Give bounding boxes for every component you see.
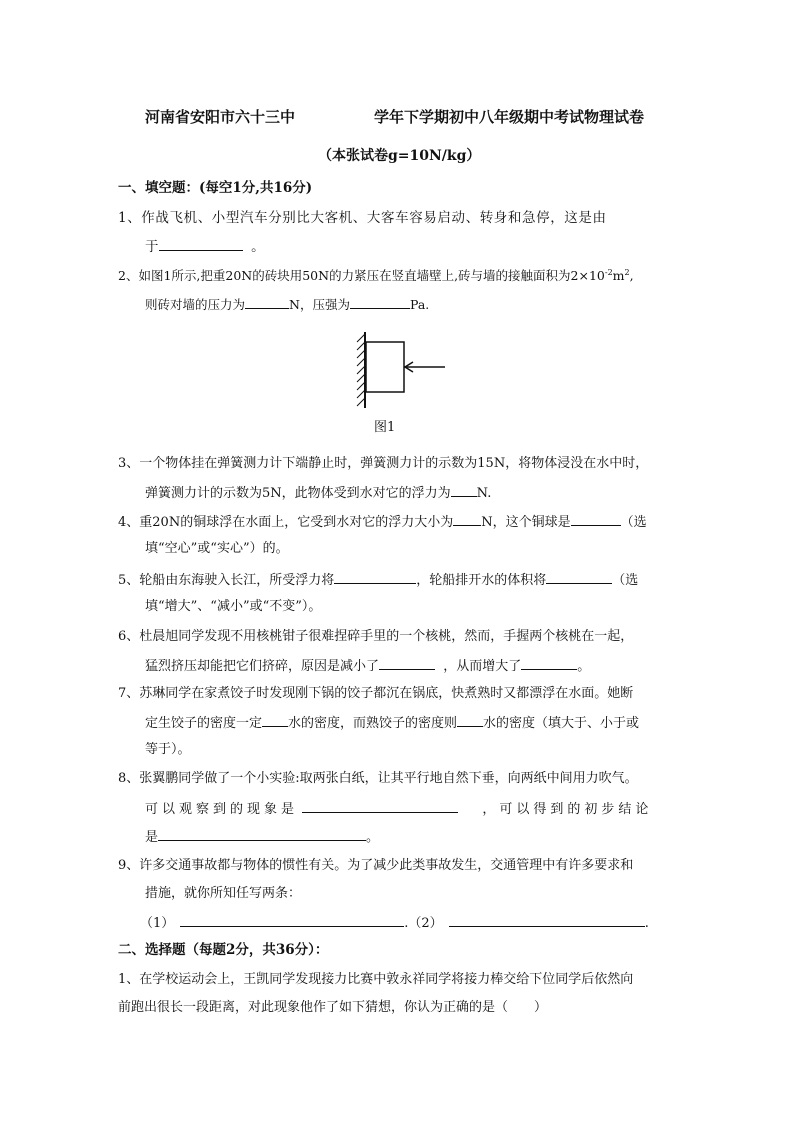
q8-text-a: 可以观察到的现象是 <box>145 802 299 817</box>
q7-line1: 7、苏琳同学在家煮饺子时发现刚下锅的饺子都沉在锅底，快煮熟时又都漂浮在水面。她断 <box>118 686 634 701</box>
q8-line2 <box>145 798 652 820</box>
q1-line2 <box>145 236 265 257</box>
q4-blank-hollow[interactable] <box>571 511 621 526</box>
q6-blank-2[interactable] <box>521 655 577 670</box>
q2-blank-pressure[interactable] <box>350 294 410 309</box>
q4-text-c: （选 <box>620 515 647 530</box>
q5-text-a: 5、轮船由东海驶入长江，所受浮力将 <box>118 573 335 588</box>
q5-line2: 填“增大”、“减小”或“不变”）。 <box>145 599 322 614</box>
q1-text-b: 。 <box>251 239 265 255</box>
q2-text-f: Pa. <box>409 297 430 312</box>
q5-blank-buoyancy[interactable] <box>334 569 416 584</box>
q6-text-c: 。 <box>577 659 591 674</box>
q2-text-a: 2、如图1所示,把重20N的砖块用50N的力紧压在竖直墙壁上,砖与墙的接触面积为2×10 <box>118 268 605 283</box>
q8-text-c: 是 <box>145 830 159 845</box>
q1-line1: 1、作战飞机、小型汽车分别比大客机、大客车容易启动、转身和急停，这是由 <box>118 210 607 226</box>
q4-text-b: N，这个铜球是 <box>481 515 571 530</box>
q1-text-a: 于 <box>145 239 159 255</box>
q2-text-c: , <box>629 268 634 283</box>
q3-line2 <box>145 482 491 504</box>
figure-1-wall-brick-diagram <box>345 328 455 410</box>
q7-text-b: 水的密度，而熟饺子的密度则 <box>288 716 458 731</box>
title-exam: 学年下学期初中八年级期中考试物理试卷 <box>374 108 645 126</box>
q9-line1: 9、许多交通事故都与物体的惯性有关。为了减少此类事故发生，交通管理中有许多要求和 <box>118 858 634 873</box>
q6-line2 <box>145 655 590 677</box>
q6-text-b: ，从而增大了 <box>443 659 522 674</box>
q4-text-a: 4、重20N的铜球浮在水面上，它受到水对它的浮力大小为 <box>118 515 454 530</box>
q9-blank-2[interactable] <box>449 912 645 927</box>
q6-line1: 6、杜晨旭同学发现不用核桃钳子很难捏碎手里的一个核桃，然而，手握两个核桃在一起， <box>118 629 634 644</box>
brick <box>366 342 404 392</box>
q5-text-b: ，轮船排开水的体积将 <box>416 573 547 588</box>
q8-text-b: ，可以得到的初步结论 <box>482 802 653 817</box>
section1-heading: 一、填空题：(每空1分,共16分) <box>118 180 313 196</box>
q7-text-a: 定生饺子的密度一定 <box>145 716 263 731</box>
q7-text-c: 水的密度（填大于、小于或 <box>483 716 640 731</box>
q9-text-c: . <box>644 916 649 931</box>
q5-blank-volume[interactable] <box>546 569 612 584</box>
subtitle: （本张试卷g=10N/kg） <box>318 148 481 164</box>
q8-blank-phenomenon[interactable] <box>302 798 458 813</box>
q2-line1 <box>118 266 634 286</box>
q7-blank-2[interactable] <box>457 712 483 727</box>
q8-line3 <box>145 826 379 848</box>
q2-text-d: 则砖对墙的压力为 <box>145 297 246 312</box>
q2-sup2: 2 <box>624 267 630 277</box>
q4-blank-buoyancy[interactable] <box>453 511 481 526</box>
q8-line1: 8、张翼鹏同学做了一个小实验:取两张白纸，让其平行地自然下垂，向两纸中间用力吹气。 <box>118 771 638 786</box>
q2-blank-force[interactable] <box>245 294 289 309</box>
q4-line2: 填“空心”或“实心”）的。 <box>145 541 289 556</box>
wall-hatching <box>357 334 365 406</box>
section2-heading: 二、选择题（每题2分，共36分）： <box>118 942 329 958</box>
q6-text-a: 猛烈挤压却能把它们挤碎，原因是减小了 <box>145 659 380 674</box>
q3-text-b: N. <box>476 486 492 501</box>
q5-line1 <box>118 569 638 591</box>
q2-line2 <box>145 294 429 315</box>
q2-text-e: N，压强为 <box>289 297 350 312</box>
q8-blank-conclusion[interactable] <box>158 826 366 841</box>
q3-blank[interactable] <box>451 482 477 497</box>
q3-line1: 3、一个物体挂在弹簧测力计下端静止时，弹簧测力计的示数为15N，将物体浸没在水中时， <box>118 456 649 471</box>
q3-text-a: 弹簧测力计的示数为5N，此物体受到水对它的浮力为 <box>145 486 451 501</box>
q8-text-d: 。 <box>366 830 380 845</box>
q9-line2: 措施，就你所知任写两条： <box>145 886 302 901</box>
q2-text-b: m <box>612 268 625 283</box>
q1-blank[interactable] <box>159 236 243 251</box>
q4-line1 <box>118 511 647 533</box>
q9-blank-1[interactable] <box>180 912 404 927</box>
figure-1-caption: 图1 <box>374 420 396 435</box>
q7-blank-1[interactable] <box>262 712 288 727</box>
q9-text-a: （1） <box>140 916 175 931</box>
title-school: 河南省安阳市六十三中 <box>145 108 296 126</box>
s2-q1-line2: 前跑出很长一段距离，对此现象他作了如下猜想，你认为正确的是（ ） <box>118 1000 548 1015</box>
q7-line2 <box>145 712 639 734</box>
q7-line3: 等于）。 <box>145 742 191 757</box>
q5-text-c: （选 <box>612 573 639 588</box>
s2-q1-line1: 1、在学校运动会上，王凯同学发现接力比赛中敦永祥同学将接力棒交给下位同学后依然向 <box>118 972 634 987</box>
q6-blank-1[interactable] <box>379 655 435 670</box>
q2-sup: -2 <box>604 267 613 277</box>
q9-line3 <box>140 912 649 934</box>
q9-text-b: .（2） <box>404 916 443 931</box>
